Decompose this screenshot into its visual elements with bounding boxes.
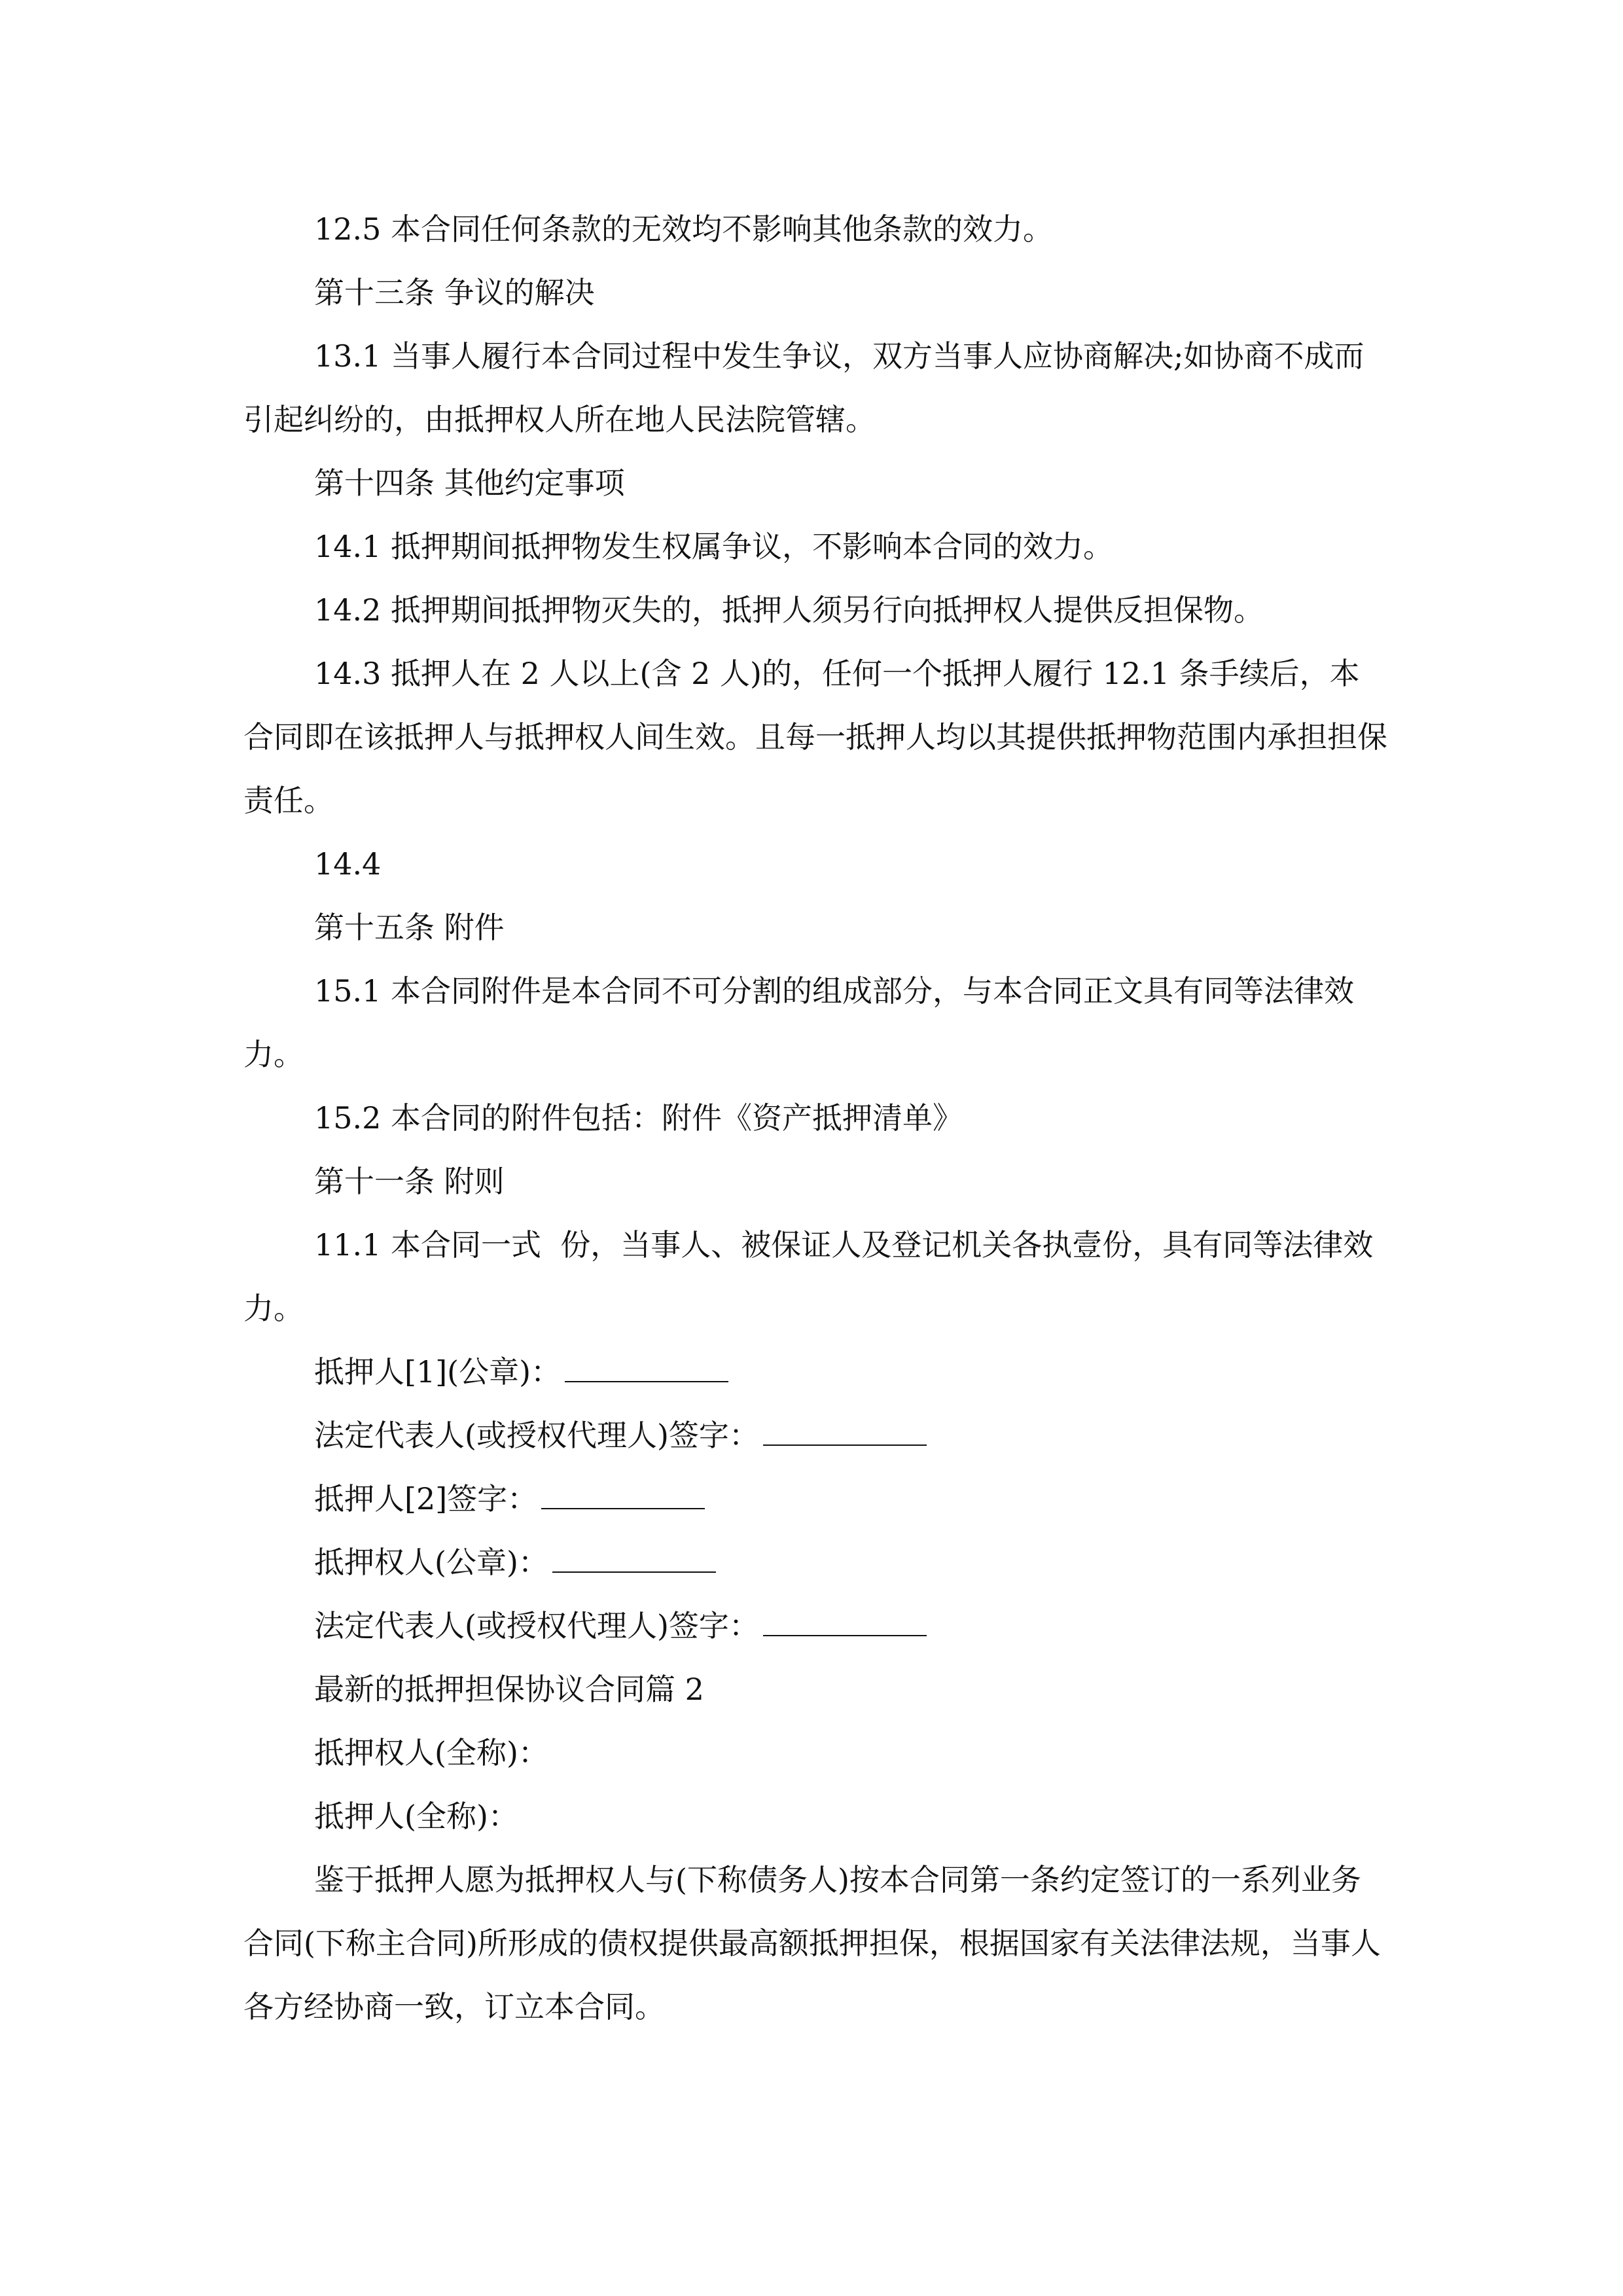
mortgagor-full-name: 抵押人(全称)：	[314, 1799, 518, 1834]
signature-blank[interactable]	[541, 1482, 705, 1509]
signature-blank[interactable]	[565, 1355, 728, 1382]
section-2-title: 最新的抵押担保协议合同篇 2	[314, 1672, 704, 1707]
signature-label: 抵押人[1](公章)：	[314, 1354, 562, 1390]
signature-line-mortgagor-1	[243, 1340, 1389, 1404]
article-15-heading: 第十五条 附件	[314, 910, 505, 945]
clause-14-2: 14.2 抵押期间抵押物灭失的，抵押人须另行向抵押权人提供反担保物。	[314, 592, 1264, 628]
clause-11-1: 11.1 本合同一式 份，当事人、被保证人及登记机关各执壹份，具有同等法律效力。	[243, 1227, 1374, 1326]
signature-blank[interactable]	[763, 1418, 927, 1446]
mortgagee-full-name: 抵押权人(全称)：	[314, 1735, 548, 1770]
clause-12-5: 12.5 本合同任何条款的无效均不影响其他条款的效力。	[314, 211, 1054, 247]
clause-14-3: 14.3 抵押人在 2 人以上(含 2 人)的，任何一个抵押人履行 12.1 条手续后，本合同即在该抵押人与抵押权人间生效。且每一抵押人均以其提供抵押物范围内承担担保责任。	[243, 656, 1387, 818]
clause-15-2: 15.2 本合同的附件包括：附件《资产抵押清单》	[314, 1100, 963, 1136]
signature-label: 抵押权人(公章)：	[314, 1545, 548, 1580]
article-14-heading: 第十四条 其他约定事项	[314, 465, 625, 501]
signature-line-mortgagor-2	[243, 1467, 1389, 1531]
signature-line-legal-rep-1	[243, 1404, 1389, 1467]
clause-14-1: 14.1 抵押期间抵押物发生权属争议，不影响本合同的效力。	[314, 529, 1114, 564]
signature-blank[interactable]	[763, 1609, 927, 1636]
article-13-heading: 第十三条 争议的解决	[314, 275, 595, 310]
signature-blank[interactable]	[552, 1545, 716, 1573]
clause-14-4: 14.4	[314, 846, 382, 882]
signature-line-mortgagee	[243, 1531, 1389, 1594]
clause-13-1: 13.1 当事人履行本合同过程中发生争议，双方当事人应协商解决;如协商不成而引起纠纷的，由抵押权人所在地人民法院管辖。	[243, 338, 1364, 437]
signature-label: 法定代表人(或授权代理人)签字：	[314, 1418, 759, 1453]
preamble-paragraph: 鉴于抵押人愿为抵押权人与(下称债务人)按本合同第一条约定签订的一系列业务合同(下称主合同)所形成的债权提供最高额抵押担保，根据国家有关法律法规，当事人各方经协商一致，订立本合同。	[243, 1862, 1381, 2024]
signature-label: 抵押人[2]签字：	[314, 1481, 538, 1516]
article-11-heading: 第十一条 附则	[314, 1164, 505, 1199]
document-body	[243, 198, 1389, 2039]
clause-15-1: 15.1 本合同附件是本合同不可分割的组成部分，与本合同正文具有同等法律效力。	[243, 973, 1355, 1072]
signature-line-legal-rep-2	[243, 1594, 1389, 1658]
signature-label: 法定代表人(或授权代理人)签字：	[314, 1608, 759, 1643]
